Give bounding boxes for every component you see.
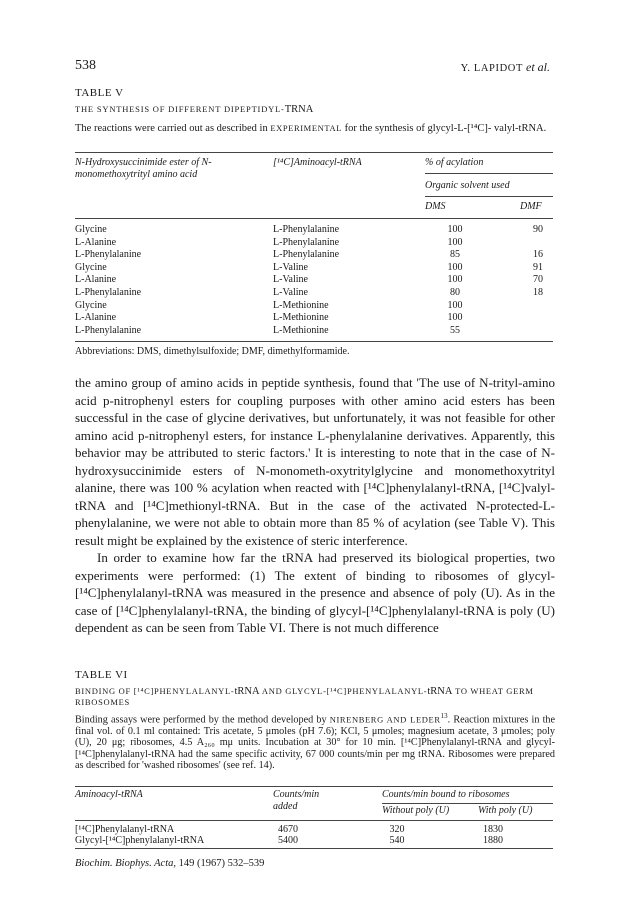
table5-cell-dms: 85 <box>450 249 460 261</box>
table5-title-trna: TRNA <box>284 104 314 115</box>
running-head-etal: et al. <box>526 60 550 74</box>
journal-name: Biochim. Biophys. Acta, <box>75 858 176 869</box>
table5-col2-header: [¹⁴C]Aminoacyl-tRNA <box>273 157 362 168</box>
table6-col3-rule <box>382 803 553 804</box>
table5-top-rule <box>75 152 553 153</box>
body-paragraph-1: the amino group of amino acids in peptide synthesis, found that 'The use of N-trityl-amino acid p-nitrophenyl esters for coupling purposes with other amino acid esters has been successful in the case of glycine derivatives, but unfortunately, it was not feasible for other amino acid p-nitrophenyl esters, for instance L-phenylalanine derivatives. Apparently, this behavior may be attributed to steric factors.' It is interesting to note that in the case of N-hydroxysuccinimide esters of N-monometh-oxytritylglycine and monomethoxytrityl alanine, there was 100 % acylation when reacted with [¹⁴C]phenylalanyl-tRNA, [¹⁴C]valyl-tRNA and [¹⁴C]methionyl-tRNA. But in the case of the activated N-protected-L-phenylalanine, we were not able to obtain more than 85 % of acylation (see Table V). This result might be explained by the existence of steric interference. <box>75 375 555 548</box>
table5-col1-header: N-Hydroxysuccinimide ester of N-monomethoxytrityl amino acid <box>75 157 212 180</box>
table5-cell-dmf: 70 <box>533 274 543 286</box>
table5-cell-dmf: 91 <box>533 261 543 273</box>
table5-cell-dms: 100 <box>447 299 463 311</box>
table6-cell-added: 5400 <box>278 835 298 846</box>
table5-cell-dmf: 16 <box>533 249 543 261</box>
table6-caption-b: . Reaction mixtures in the final vol. of 0.1 ml contained: Tris acetate, 5 μmoles (pH 7.6); KCl, 5 μmoles; magnesium acetate, 3 μmoles; poly (U), 20 μg; ribosomes, 4.5 A₂₆₀ mμ units. Incubation at 30° for 10 min. [¹⁴C]Phenylalanyl-tRNA and glycyl-[¹⁴C]phenylalanyl-tRNA had the same specific activity, 67 000 counts/min per mg tRNA. Ribosomes were prepared as described for 'washed ribosomes' (see ref. 14). <box>75 714 556 772</box>
table5-caption-3: valyl-tRNA. <box>494 123 547 134</box>
table6-cell-with: 1880 <box>483 835 503 846</box>
table5-cell-ester: L-Phenylalanine <box>75 287 142 298</box>
table5-label: TABLE V <box>75 87 124 99</box>
table6-cell-name: Glycyl-[¹⁴C]phenylalanyl-tRNA <box>75 835 205 846</box>
table5-cell-trna: L-Methionine <box>273 299 329 311</box>
table5-cell-dmf: 90 <box>533 224 543 235</box>
table5-title <box>75 104 313 115</box>
table5-cell-dms: 100 <box>447 312 463 324</box>
table6-header-rule <box>75 820 553 821</box>
page-number: 538 <box>75 58 96 73</box>
table5-col-dmf: DMF <box>520 201 542 212</box>
table5-sub-rule <box>425 196 553 197</box>
table5-caption-1: The reactions were carried out as described in <box>75 123 268 134</box>
table6-cell-without: 540 <box>389 835 405 846</box>
table5-cell-dms: 100 <box>447 236 463 248</box>
table6-cell-added: 4670 <box>278 824 298 835</box>
table5-cell-ester: L-Alanine <box>75 236 117 248</box>
table5-cell-trna: L-Valine <box>273 274 308 286</box>
table5-col3-header: % of acylation <box>425 157 484 168</box>
table5-cell-trna: L-Valine <box>273 261 308 273</box>
table6-title-3: TO WHEAT GERM <box>455 686 534 696</box>
running-head-author: Y. LAPIDOT <box>460 63 523 74</box>
table5-cell-trna: L-Methionine <box>273 312 329 324</box>
table5-cell-ester: L-Phenylalanine <box>75 249 142 261</box>
table5-cell-ester: Glycine <box>75 299 107 311</box>
table5-cell-dms: 100 <box>447 261 463 273</box>
table6-caption <box>75 711 555 772</box>
body-text <box>75 374 555 637</box>
table5-cell-ester: Glycine <box>75 224 107 235</box>
table5-cell-trna: L-Valine <box>273 287 308 298</box>
table5-caption <box>75 122 555 135</box>
table5-cell-dms: 55 <box>450 324 460 336</box>
table6-col1-header: Aminoacyl-tRNA <box>75 789 143 800</box>
journal-citation <box>75 858 264 869</box>
table6-top-rule <box>75 786 553 787</box>
table6-cell-without: 320 <box>389 824 405 835</box>
table5-col3-rule <box>425 173 553 174</box>
table5-caption-sc: EXPERIMENTAL <box>270 123 343 133</box>
table5-col-dms: DMS <box>425 201 446 212</box>
table5-cell-trna: L-Phenylalanine <box>273 236 340 248</box>
running-head <box>461 60 550 75</box>
table6-caption-authors: NIRENBERG AND LEDER <box>329 714 441 725</box>
table6-title-trna2: tRNA <box>427 686 453 697</box>
table6-col2-header: Counts/min added <box>273 789 320 812</box>
table6-title-2: AND GLYCYL-[¹⁴C]PHENYLALANYL- <box>261 686 428 696</box>
journal-volume: 149 (1967) 532–539 <box>178 858 265 869</box>
table5-header-rule <box>75 218 553 219</box>
table5-cell-dms: 100 <box>447 224 463 235</box>
table6-cell-name: [¹⁴C]Phenylalanyl-tRNA <box>75 824 175 835</box>
table6-title-1: BINDING OF [¹⁴C]PHENYLALANYL- <box>75 686 235 696</box>
table5-cell-dms: 80 <box>450 287 460 298</box>
table5-cell-dmf: 18 <box>533 287 543 298</box>
table5-cell-ester: L-Alanine <box>75 274 117 286</box>
body-paragraph-2: In order to examine how far the tRNA had preserved its biological properties, two experiments were performed: (1) The extent of binding to ribosomes of glycyl-[¹⁴C]phenylalanyl-tRNA was measured in the presence and absence of poly (U). As in the case of [¹⁴C]phenylalanyl-tRNA, the binding of glycyl-[¹⁴C]phenylalanyl-tRNA is poly (U) dependent as can be seen from Table VI. There is not much difference <box>75 550 555 635</box>
table5-cell-trna: L-Phenylalanine <box>273 249 340 261</box>
table6-col-with: With poly (U) <box>478 805 533 816</box>
table6-bottom-rule <box>75 848 553 849</box>
table5-cell-ester: Glycine <box>75 261 107 273</box>
table6-col3-header: Counts/min bound to ribosomes <box>382 789 510 800</box>
table6-title-trna1: tRNA <box>234 686 260 697</box>
table6-title-4: RIBOSOMES <box>75 697 130 707</box>
table5-cell-dms: 100 <box>447 274 463 286</box>
table5-cell-ester: L-Phenylalanine <box>75 324 142 336</box>
table6-label: TABLE VI <box>75 669 128 681</box>
table5-col3-sub: Organic solvent used <box>425 180 510 191</box>
table6-caption-a: Binding assays were performed by the method developed by <box>75 714 327 726</box>
table5-cell-trna: L-Methionine <box>273 324 329 336</box>
table5-cell-trna: L-Phenylalanine <box>273 224 340 235</box>
table6-title <box>75 686 555 708</box>
table5-title-text: THE SYNTHESIS OF DIFFERENT DIPEPTIDYL- <box>75 104 285 114</box>
table5-cell-ester: L-Alanine <box>75 312 117 324</box>
table5-bottom-rule <box>75 341 553 342</box>
table6-caption-ref: 13 <box>440 712 448 720</box>
table6-cell-with: 1830 <box>483 824 503 835</box>
table5-caption-2: for the synthesis of glycyl-L-[¹⁴C]- <box>344 123 492 134</box>
table5-footnote: Abbreviations: DMS, dimethylsulfoxide; DMF, dimethylformamide. <box>75 346 350 357</box>
table6-col-without: Without poly (U) <box>382 805 450 816</box>
